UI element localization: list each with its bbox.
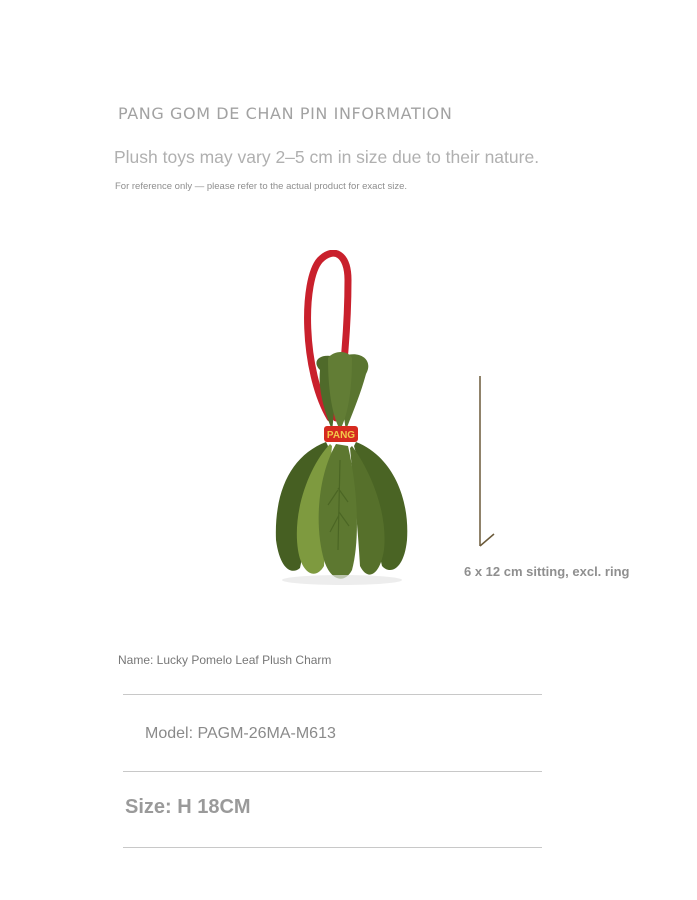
band-tag-text: PANG: [326, 430, 356, 441]
page-heading: PANG GOM DE CHAN PIN INFORMATION: [118, 104, 453, 123]
product-model: Model: PAGM-26MA-M613: [145, 725, 336, 742]
size-variation-notice: Plush toys may vary 2–5 cm in size due to their nature.: [114, 147, 540, 167]
product-name: Name: Lucky Pomelo Leaf Plush Charm: [118, 653, 332, 667]
divider: [123, 694, 542, 695]
height-dimension-marker: [470, 374, 500, 554]
divider: [123, 771, 542, 772]
product-size: Size: H 18CM: [125, 796, 251, 818]
reference-disclaimer: For reference only — please refer to the actual product for exact size.: [115, 181, 408, 192]
divider: [123, 847, 542, 848]
plush-charm-image: [262, 250, 422, 590]
product-shadow: [282, 575, 402, 585]
dimension-label: 6 x 12 cm sitting, excl. ring: [464, 564, 630, 579]
